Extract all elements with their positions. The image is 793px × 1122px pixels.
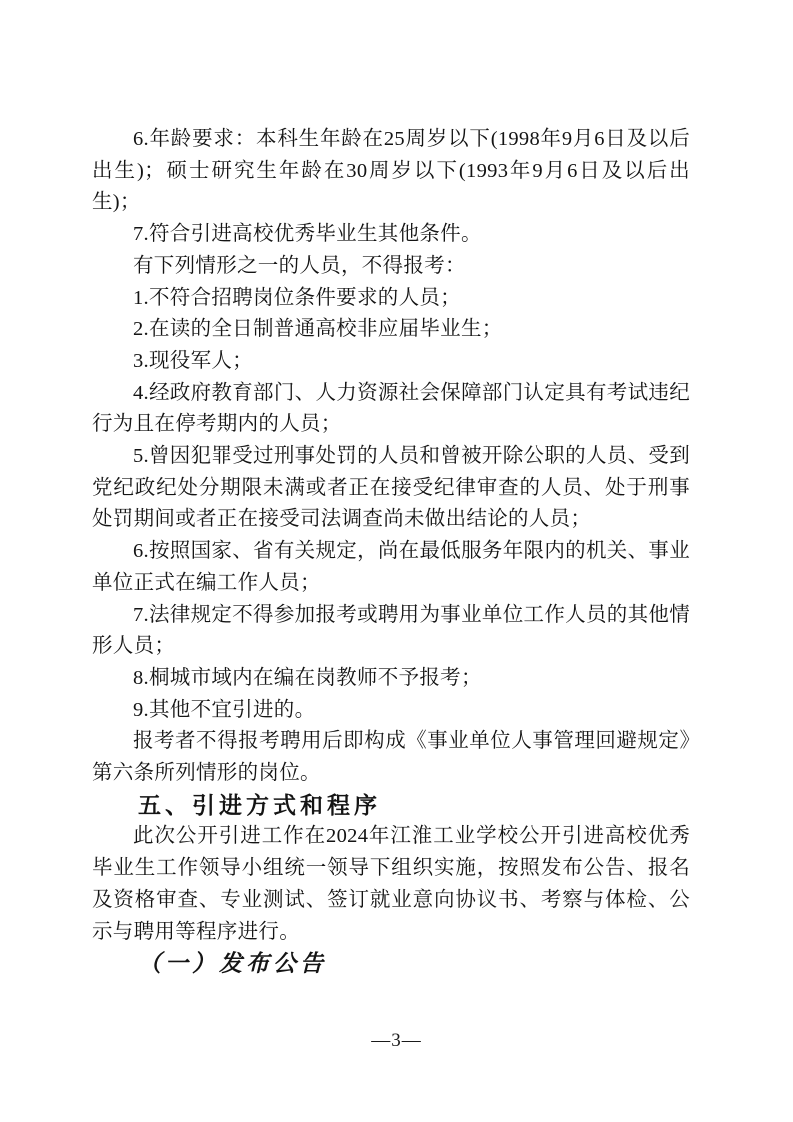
paragraph: 3.现役军人； xyxy=(133,349,253,372)
paragraph: 报考者不得报考聘用后即构成《事业单位人事管理回避规定》第六条所列情形的岗位。 xyxy=(92,730,690,785)
paragraph: 8.桐城市域内在编在岗教师不予报考； xyxy=(133,666,482,689)
paragraph: 4.经政府教育部门、人力资源社会保障部门认定具有考试违纪行为且在停考期内的人员； xyxy=(92,381,690,436)
paragraph: 2.在读的全日制普通高校非应届毕业生； xyxy=(133,318,503,341)
paragraph: 1.不符合招聘岗位条件要求的人员； xyxy=(133,286,461,309)
page-number: —3— xyxy=(371,1030,422,1051)
paragraph: 7.法律规定不得参加报考或聘用为事业单位工作人员的其他情形人员； xyxy=(92,603,690,658)
document-body xyxy=(92,124,690,980)
section-heading: 五、引进方式和程序 xyxy=(138,791,381,818)
subsection-heading: （一）发布公告 xyxy=(138,951,327,977)
paragraph: 6.按照国家、省有关规定，尚在最低服务年限内的机关、事业单位正式在编工作人员； xyxy=(92,540,690,594)
paragraph: 7.符合引进高校优秀毕业生其他条件。 xyxy=(133,223,482,246)
paragraph: 5.曾因犯罪受过刑事处罚的人员和曾被开除公职的人员、受到党纪政纪处分期限未满或者正在接受纪律审查的人员、处于刑事处罚期间或者正在接受司法调查尚未做出结论的人员； xyxy=(92,445,690,531)
paragraph: 此次公开引进工作在2024年江淮工业学校公开引进高校优秀毕业生工作领导小组统一领导下组织实施，按照发布公告、报名及资格审查、专业测试、签订就业意向协议书、考察与体检、公示与聘用等程序进行。 xyxy=(92,825,690,943)
paragraph: 6.年龄要求：本科生年龄在25周岁以下(1998年9月6日及以后出生)；硕士研究生年龄在30周岁以下(1993年9月6日及以后出生)； xyxy=(92,128,690,214)
paragraph: 有下列情形之一的人员，不得报考： xyxy=(133,254,466,277)
paragraph: 9.其他不宜引进的。 xyxy=(133,698,316,721)
